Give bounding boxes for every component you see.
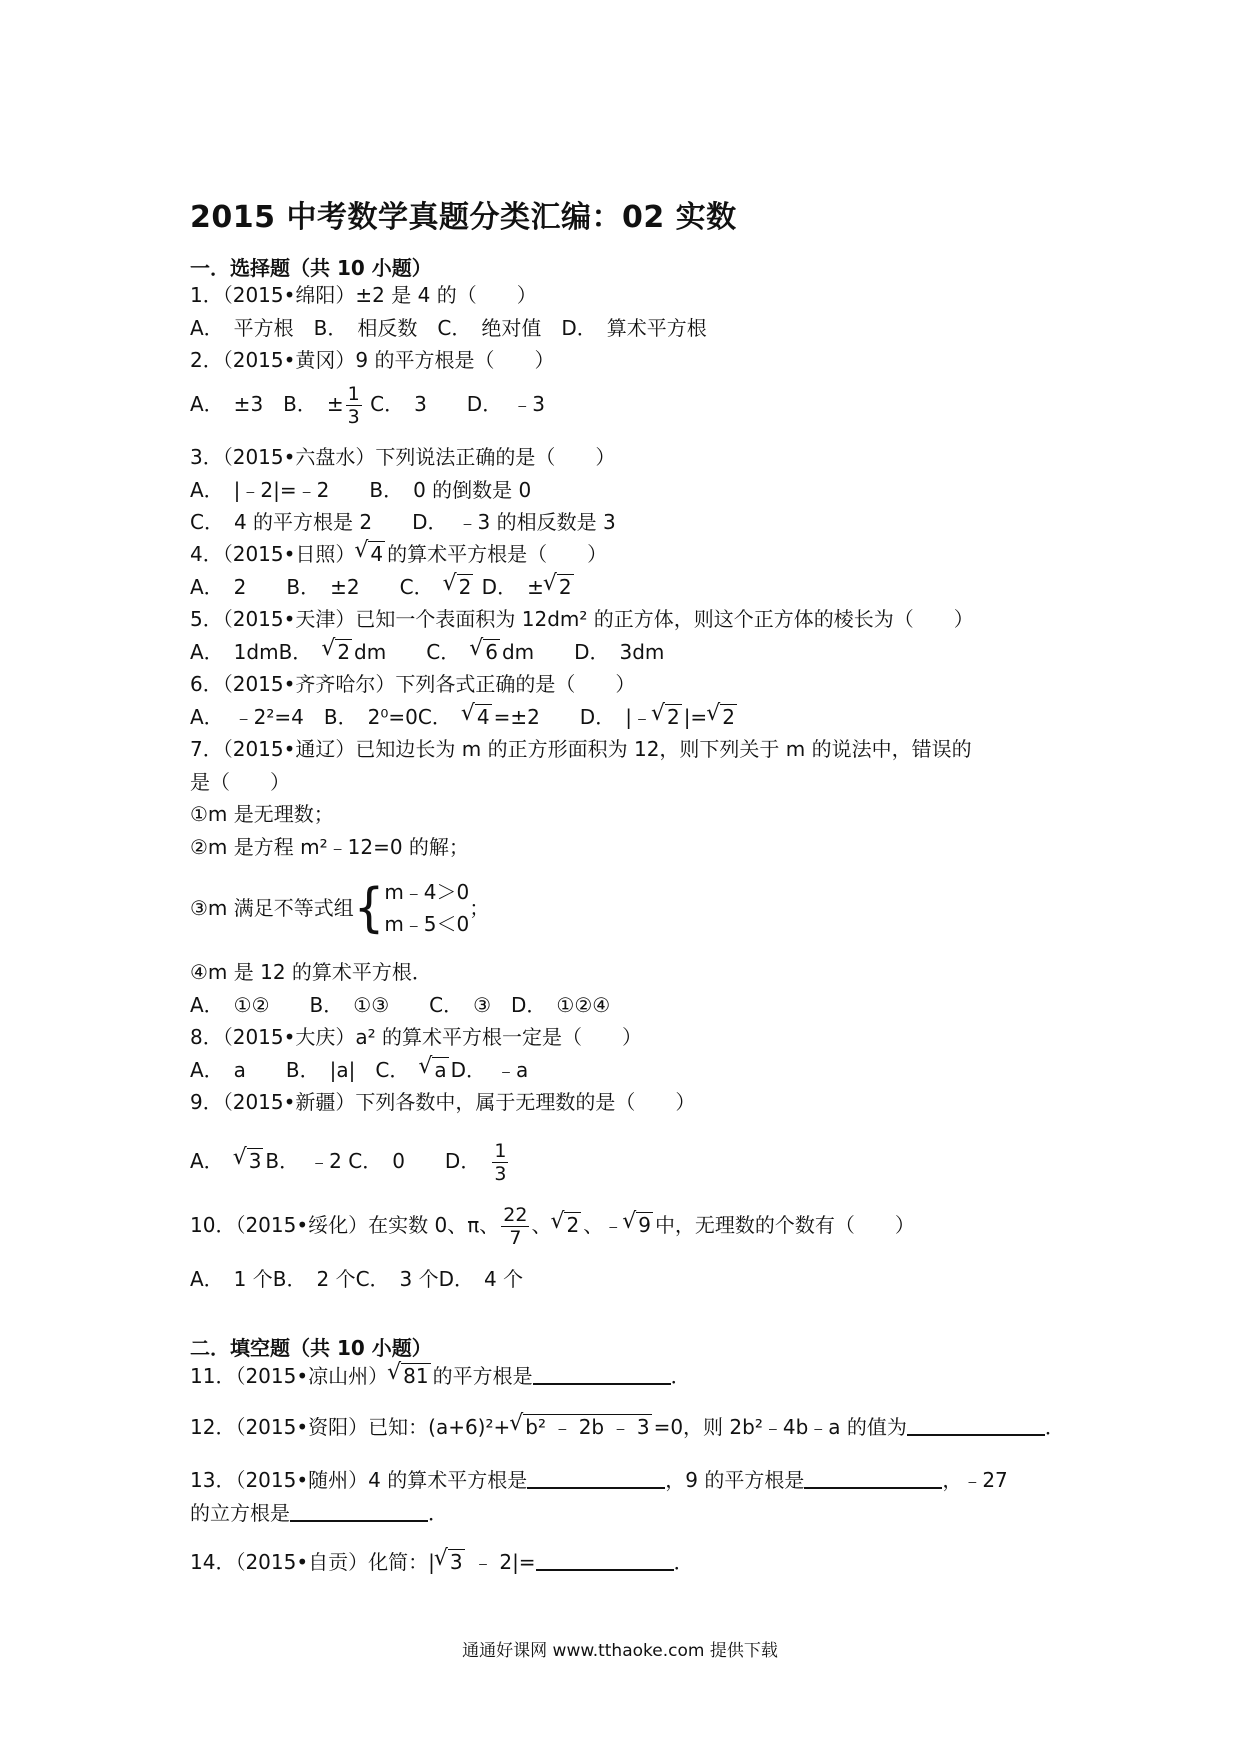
inequality-2: m﹣5＜0	[384, 912, 470, 936]
option-text: |=	[683, 705, 708, 729]
sqrt-symbol	[623, 1211, 653, 1239]
question-5-stem: 5．（2015•天津）已知一个表面积为 12dm² 的正方体，则这个正方体的棱长为（ ）	[190, 607, 974, 631]
radicand: 2	[566, 1213, 580, 1237]
fraction	[501, 1204, 529, 1249]
inequality-1: m﹣4＞0	[384, 880, 470, 904]
question-13-line2	[190, 1499, 448, 1527]
radicand: 2	[337, 640, 351, 664]
fraction	[492, 1140, 508, 1185]
question-9-options	[190, 1140, 510, 1185]
stem-text: =0，则 2b²﹣4b﹣a 的值为	[653, 1415, 907, 1439]
question-12	[190, 1413, 1065, 1441]
radicand: 2	[558, 575, 572, 599]
question-7-statement-2: ②m 是方程 m²﹣12=0 的解；	[190, 835, 469, 859]
radicand: 2	[722, 705, 735, 729]
option-text: D． ﹣a	[450, 1058, 529, 1082]
answer-blank[interactable]	[290, 1500, 428, 1522]
stem-text: 的平方根是	[432, 1364, 533, 1388]
question-3-options-ab: A． |﹣2|=﹣2 B． 0 的倒数是 0	[190, 478, 532, 502]
stem-text: 、	[531, 1213, 552, 1237]
sqrt-symbol	[652, 703, 682, 731]
fraction-denominator: 7	[509, 1227, 522, 1249]
question-8-stem: 8．（2015•大庆）a² 的算术平方根一定是（ ）	[190, 1025, 643, 1049]
sqrt-symbol	[551, 1211, 581, 1239]
stem-text: ．	[428, 1501, 448, 1525]
question-6-stem: 6．（2015•齐齐哈尔）下列各式正确的是（ ）	[190, 672, 636, 696]
option-text: A． ﹣2²=4 B． 2⁰=0C．	[190, 705, 462, 729]
section-heading-choice: 一．选择题（共 10 小题）	[190, 256, 432, 280]
radicand: 3	[248, 1149, 262, 1173]
question-8-options	[190, 1056, 528, 1084]
question-1-stem: 1．（2015•绵阳）±2 是 4 的（ ）	[190, 283, 537, 307]
sqrt-symbol	[388, 1362, 430, 1390]
answer-blank[interactable]	[907, 1414, 1045, 1436]
radicand: 4	[370, 542, 384, 566]
question-14	[190, 1548, 694, 1576]
radicand: 81	[403, 1364, 429, 1388]
sqrt-symbol	[470, 638, 500, 666]
sqrt-symbol	[462, 703, 492, 731]
question-3-options-cd: C． 4 的平方根是 2 D． ﹣3 的相反数是 3	[190, 510, 616, 534]
sqrt-symbol	[435, 1548, 465, 1576]
stem-text: ．	[1044, 1415, 1065, 1439]
option-text: A． a B． |a| C．	[190, 1058, 420, 1082]
question-3-stem: 3．（2015•六盘水）下列说法正确的是（ ）	[190, 445, 616, 469]
question-7-options: A． ①② B． ①③ C． ③ D． ①②④	[190, 993, 611, 1017]
fraction-denominator: 3	[494, 1163, 507, 1185]
stem-text: ，9 的平方根是	[665, 1468, 805, 1492]
sqrt-symbol	[355, 540, 385, 568]
question-2-options	[190, 383, 545, 428]
sqrt-symbol	[510, 1413, 651, 1441]
sqrt-symbol	[544, 573, 574, 601]
fraction-numerator: 22	[503, 1204, 528, 1226]
sqrt-symbol	[419, 1056, 448, 1084]
stem-text: 的立方根是	[190, 1501, 290, 1525]
radicand: 4	[476, 705, 490, 729]
radicand: a	[434, 1058, 447, 1082]
question-9-stem: 9．（2015•新疆）下列各数中，属于无理数的是（ ）	[190, 1090, 696, 1114]
option-text: A． 2 B． ±2 C．	[190, 575, 444, 599]
option-text: A．	[190, 1149, 234, 1173]
answer-blank[interactable]	[533, 1363, 671, 1385]
question-7-statement-1: ①m 是无理数；	[190, 802, 334, 826]
question-10-options: A． 1 个B． 2 个C． 3 个D． 4 个	[190, 1267, 524, 1291]
radicand: 9	[638, 1213, 651, 1237]
option-text: D． ±	[481, 575, 544, 599]
question-7-statement-3	[190, 876, 489, 940]
question-7-statement-4: ④m 是 12 的算术平方根．	[190, 960, 432, 984]
sqrt-symbol	[322, 638, 352, 666]
stem-text: 、﹣	[583, 1213, 624, 1237]
option-text: B． ﹣2 C． 0 D．	[265, 1149, 491, 1173]
answer-blank[interactable]	[536, 1549, 674, 1571]
fraction	[346, 383, 362, 428]
inequality-system	[384, 876, 469, 940]
radicand: 2	[666, 705, 680, 729]
option-text: A． ±3 B． ±	[190, 392, 344, 416]
stem-text: 4．（2015•日照）	[190, 542, 356, 566]
question-7-stem-line1: 7．（2015•通辽）已知边长为 m 的正方形面积为 12，则下列关于 m 的说法中，错误的	[190, 737, 972, 761]
radicand: 3	[449, 1550, 463, 1574]
stem-text: ．	[673, 1550, 694, 1574]
stem-text: 10．（2015•绥化）在实数 0、π、	[190, 1213, 500, 1237]
stem-text: 12．（2015•资阳）已知：(a+6)²+	[190, 1415, 511, 1439]
sqrt-symbol	[234, 1147, 264, 1175]
radicand: b² ﹣ 2b ﹣ 3	[525, 1415, 650, 1439]
stem-text: 13．（2015•随州）4 的算术平方根是	[190, 1468, 528, 1492]
question-4-stem	[190, 540, 607, 568]
stem-text: ﹣ 2|=	[466, 1550, 536, 1574]
page-footer: 通通好课网 www.tthaoke.com 提供下载	[462, 1641, 778, 1661]
fraction-denominator: 3	[347, 406, 360, 428]
question-11	[190, 1362, 691, 1390]
answer-blank[interactable]	[804, 1467, 942, 1489]
question-6-options	[190, 703, 739, 731]
statement-text: ③m 满足不等式组	[190, 896, 354, 920]
stem-text: 14．（2015•自贡）化简：|	[190, 1550, 435, 1574]
option-text: dm C．	[354, 640, 471, 664]
question-1-options: A． 平方根 B． 相反数 C． 绝对值 D． 算术平方根	[190, 316, 707, 340]
option-text: =±2 D． |﹣	[493, 705, 652, 729]
stem-text: ，﹣27	[942, 1468, 1008, 1492]
page-title: 2015 中考数学真题分类汇编：02 实数	[190, 200, 737, 235]
question-5-options	[190, 638, 664, 666]
brace-symbol: {	[353, 877, 385, 939]
option-text: C． 3 D． ﹣3	[370, 392, 545, 416]
fraction-numerator: 1	[347, 383, 360, 405]
radicand: 6	[485, 640, 498, 664]
question-10-stem	[190, 1204, 915, 1249]
question-4-options	[190, 573, 576, 601]
option-text: dm D． 3dm	[501, 640, 665, 664]
statement-text: ；	[469, 896, 490, 920]
sqrt-symbol	[444, 573, 474, 601]
stem-text: 中，无理数的个数有（ ）	[654, 1213, 915, 1237]
answer-blank[interactable]	[527, 1467, 665, 1489]
sqrt-symbol	[707, 703, 737, 731]
stem-text: 的算术平方根是（ ）	[387, 542, 608, 566]
fraction-numerator: 1	[494, 1140, 507, 1162]
question-13-line1	[190, 1466, 1008, 1494]
question-2-stem: 2．（2015•黄冈）9 的平方根是（ ）	[190, 348, 555, 372]
question-7-stem-line2: 是（ ）	[190, 770, 290, 794]
stem-text: ．	[670, 1364, 691, 1388]
option-text: A． 1dmB．	[190, 640, 323, 664]
stem-text: 11．（2015•凉山州）	[190, 1364, 389, 1388]
radicand: 2	[458, 575, 472, 599]
section-heading-fill-in: 二．填空题（共 10 小题）	[190, 1336, 432, 1360]
